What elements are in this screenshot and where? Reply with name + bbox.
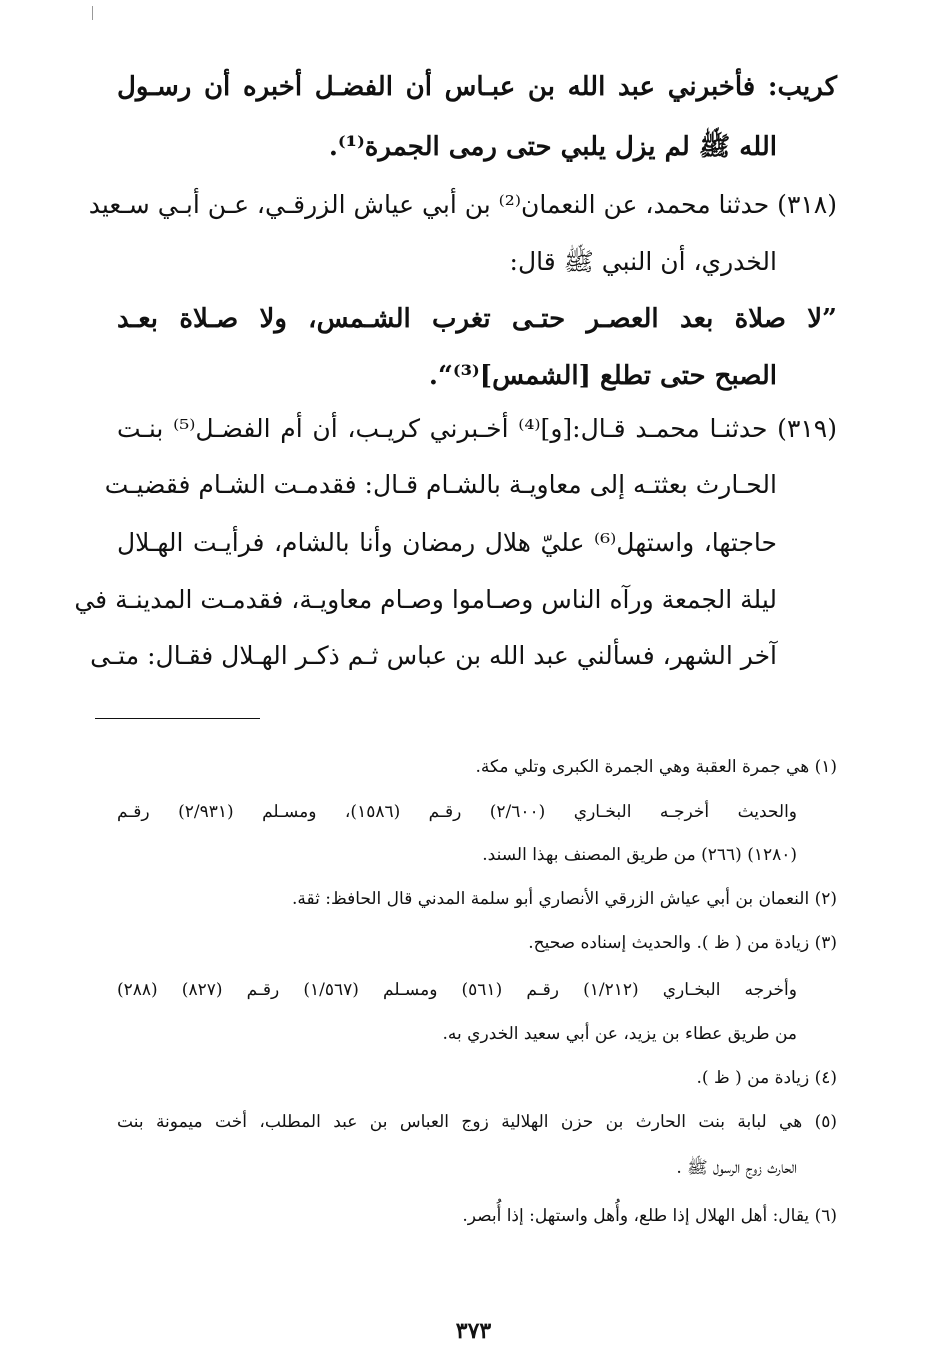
margin-mark [92,6,93,20]
footnote-2: (٢) النعمان بن أبي عياش الزرقي الأنصاري أبو سلمة المدني قال الحافظ: ثقة. [291,889,837,909]
footnote-1: (١) هي جمرة العقبة وهي الجمرة الكبرى وتلي مكة. [475,757,837,777]
footnote-3: (٣) زيادة من ( ظ ). والحديث إسناده صحيح. [528,933,837,953]
footnote-6: (٦) يقال: أهل الهلال إذا طلع، وأُهل واستهل: إذا أُبصر. [462,1206,837,1226]
body-line-6: الصبح حتى تطلع [الشمس]⁽³⁾“. [428,361,777,391]
body-line-7: (٣١٩) حدثنـا محمـد قـال:[و]⁽⁴⁾ أخـبرني كريـب، أن أم الفضـل⁽⁵⁾ بنـت [117,414,837,443]
page-number: ٣٧٣ [455,1318,492,1344]
footnote-4: (٤) زيادة من ( ظ ). [696,1068,837,1088]
body-line-10: ليلة الجمعة ورآه الناس وصـاموا وصـام معاويـة، فقدمـت المدينـة في [74,585,777,614]
footnote-3-cont-1: وأخرجه البخـاري (١/٢١٢) رقـم (٥٦١) ومسـلم (١/٥٦٧) رقـم (٨٢٧) (٢٨٨) [117,980,797,1000]
footnote-1-cont-1: والحديث أخرجـه البخـاري (٢/٦٠٠) رقـم (١٥٨٦)، ومسـلم (٢/٩٣١) رقـم [117,802,797,822]
body-line-3: (٣١٨) حدثنا محمد، عن النعمان⁽²⁾ بن أبي عياش الزرقـي، عـن أبـي سـعيد [88,190,837,219]
footnote-3-cont-2: من طريق عطاء بن يزيد، عن أبي سعيد الخدري به. [442,1024,797,1044]
body-line-9: حاجتها، واستهل⁽⁶⁾ عليّ هلال رمضان وأنا بالشام، فرأيـت الهـلال [117,528,777,557]
footnote-separator [95,718,260,719]
body-line-8: الحـارث بعثتـه إلى معاويـة بالشـام قـال: فقدمـت الشـام فقضيـت [104,470,777,499]
footnote-5: (٥) هي لبابة بنت الحارث بن حزن الهلالية زوج العباس بن عبد المطلب، أخت ميمونة بنت [117,1112,837,1132]
body-line-11: آخر الشهر، فسألني عبد الله بن عباس ثـم ذكـر الهـلال فقـال: متـى [90,641,777,670]
body-line-4: الخدري، أن النبي ﷺ قال: [509,247,777,276]
body-line-1: كريب: فأخبرني عبد الله بن عبـاس أن الفضـل أخبره أن رسـول [117,72,837,102]
footnote-1-cont-2: (١٢٨٠) (٢٦٦) من طريق المصنف بهذا السند. [482,845,797,865]
body-line-5: ”لا صلاة بعد العصـر حتـى تغرب الشـمس، ولا صـلاة بعـد [117,304,837,334]
footnote-5-cont: الحارث زوج الرسول ﷺ . [676,1158,797,1178]
body-line-2: الله ﷺ لم يزل يلبي حتى رمى الجمرة⁽¹⁾. [328,132,777,162]
